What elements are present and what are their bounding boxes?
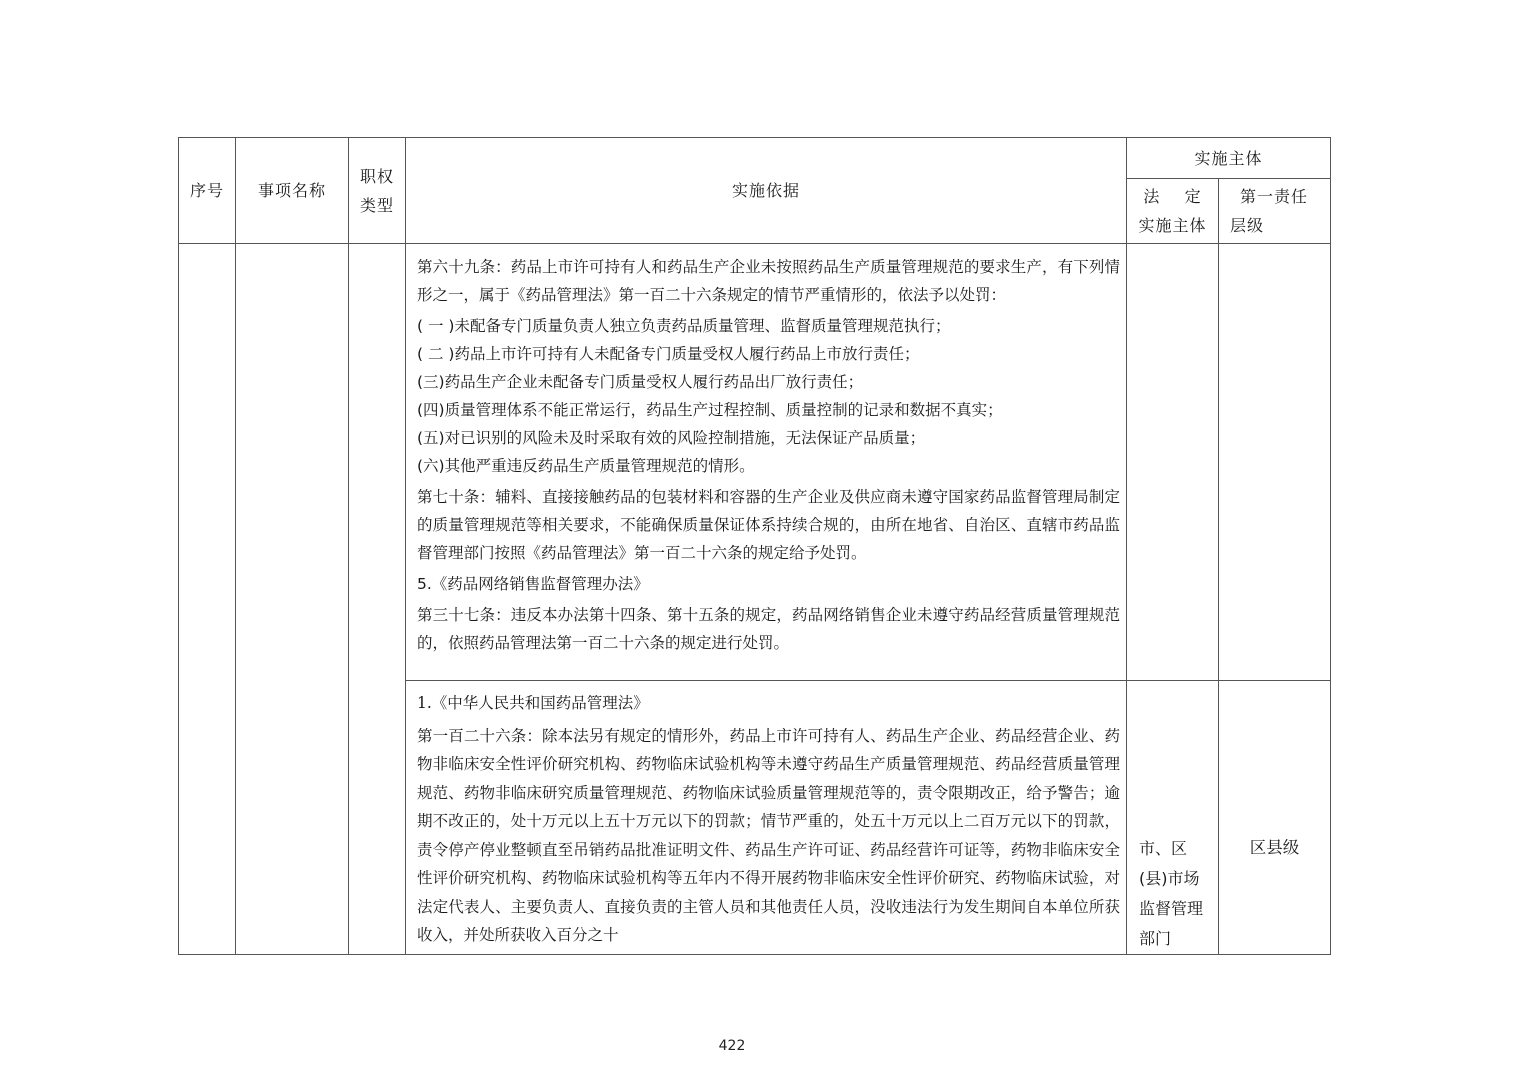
law-5-title: 5.《药品网络销售监督管理办法》 <box>417 575 649 593</box>
header-legal-subject-line2: 实施主体 <box>1138 216 1207 235</box>
header-authority-type-line2: 类型 <box>359 195 394 215</box>
header-subject-group: 实施主体 <box>1127 138 1331 179</box>
article-69-item-1: ( 一 )未配备专门质量负责人独立负责药品质量管理、监督质量管理规范执行； <box>417 317 951 335</box>
article-69-item-3: (三)药品生产企业未配备专门质量受权人履行药品出厂放行责任； <box>417 373 864 391</box>
article-37: 第三十七条：违反本办法第十四条、第十五条的规定，药品网络销售企业未遵守药品经营质量管理规范的，依照药品管理法第一百二十六条的规定进行处罚。 <box>417 606 1120 652</box>
row1-legal-subject-cell <box>1127 244 1219 681</box>
header-basis: 实施依据 <box>406 138 1127 244</box>
row-name-cell <box>236 244 349 955</box>
article-70: 第七十条：辅料、直接接触药品的包装材料和容器的生产企业及供应商未遵守国家药品监督管理局制定的质量管理规范等相关要求，不能确保质量保证体系持续合规的，由所在地省、自治区、直辖市药品监督管理部门按照《药品管理法》第一百二十六条的规定给予处罚。 <box>417 488 1120 562</box>
header-first-level-line2: 层级 <box>1230 216 1265 235</box>
header-legal-subject <box>1127 179 1219 244</box>
row1-first-level-cell <box>1219 244 1331 681</box>
first-level-cell: 区县级 <box>1219 681 1331 955</box>
page-number: 422 <box>718 1038 746 1054</box>
legal-subject-cell <box>1127 681 1219 955</box>
article-69: 第六十九条：药品上市许可持有人和药品生产企业未按照药品生产质量管理规范的要求生产，有下列情形之一，属于《药品管理法》第一百二十六条规定的情节严重情形的，依法予以处罚： <box>417 258 1120 304</box>
row-seq-cell <box>179 244 236 955</box>
row-type-cell <box>349 244 406 955</box>
law-1-number: 1. <box>417 694 432 712</box>
article-69-item-5: (五)对已识别的风险未及时采取有效的风险控制措施，无法保证产品质量； <box>417 429 926 447</box>
law-1-name: 《中华人民共和国药品管理法》 <box>431 694 649 712</box>
article-69-item-4: (四)质量管理体系不能正常运行，药品生产过程控制、质量控制的记录和数据不真实； <box>417 401 1003 419</box>
header-first-level <box>1219 179 1331 244</box>
header-first-level-line1: 第一责任 <box>1240 187 1309 206</box>
legal-subject-text: 市、区(县)市场监督管理部门 <box>1139 839 1204 948</box>
header-item-name: 事项名称 <box>236 138 349 244</box>
header-authority-type <box>349 138 406 244</box>
header-seq: 序号 <box>179 138 236 244</box>
law-1-title <box>417 689 1120 718</box>
article-69-item-6: (六)其他严重违反药品生产质量管理规范的情形。 <box>417 457 755 475</box>
basis-cell-row2 <box>406 681 1127 955</box>
article-126: 第一百二十六条：除本法另有规定的情形外，药品上市许可持有人、药品生产企业、药品经营企业、药物非临床安全性评价研究机构、药物临床试验机构等未遵守药品生产质量管理规范、药品经营质量管理规范、药物非临床研究质量管理规范、药物临床试验质量管理规范等的，责令限期改正，给予警告；逾期不改正的，处十万元以上五十万元以下的罚款；情节严重的，处五十万元以上二百万元以下的罚款，责令停产停业整顿直至吊销药品批准证明文件、药品生产许可证、药品经营许可证等，药物非临床安全性评价研究机构、药物临床试验机构等五年内不得开展药物非临床安全性评价研究、药物临床试验，对法定代表人、主要负责人、直接负责的主管人员和其他责任人员，没收违法行为发生期间自本单位所获收入，并处所获收入百分之十 <box>417 726 1120 944</box>
basis-cell-row1 <box>406 244 1127 681</box>
article-69-item-2: ( 二 )药品上市许可持有人未配备专门质量受权人履行药品上市放行责任； <box>417 345 920 363</box>
header-authority-type-line1: 职权 <box>359 166 394 186</box>
permission-table <box>178 137 1331 955</box>
header-legal-subject-line1: 法 定 <box>1143 187 1202 206</box>
